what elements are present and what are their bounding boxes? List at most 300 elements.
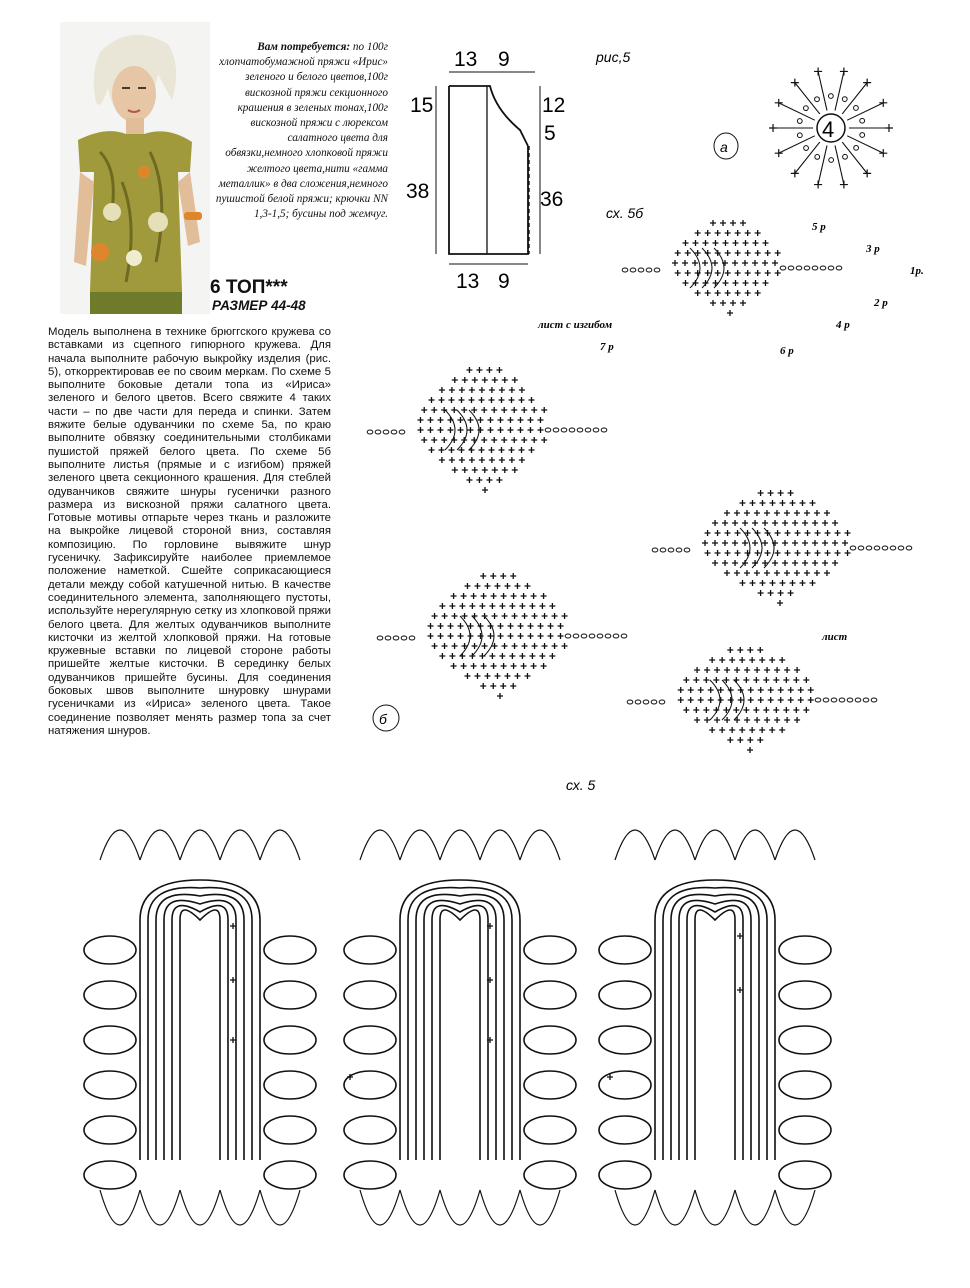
stitch-plus [479, 457, 485, 463]
stitch-plus [724, 510, 730, 516]
dim-left-lower: 38 [406, 180, 430, 203]
lace-scallop [440, 1190, 480, 1225]
stitch-chain [613, 634, 619, 638]
stitch-chain [646, 268, 652, 272]
stitch-plus [720, 300, 726, 306]
stitch-plus [777, 600, 783, 606]
stitch-plus [549, 603, 555, 609]
stitch-plus [469, 387, 475, 393]
stitch-plus [794, 570, 800, 576]
lace-arch [84, 830, 316, 1225]
flower-center-number: 4 [822, 117, 835, 142]
lace-braid [400, 880, 520, 1160]
stitch-plus [790, 580, 796, 586]
stitch-plus [504, 583, 510, 589]
stitch-plus [502, 377, 508, 383]
stitch-chain [863, 698, 869, 702]
stitch-plus [814, 570, 820, 576]
stitch-plus [479, 603, 485, 609]
lace-loop [84, 936, 136, 964]
stitch-plus [438, 623, 444, 629]
stitch-plus [782, 540, 788, 546]
stitch-plus [675, 270, 681, 276]
stitch-plus [762, 260, 768, 266]
stitch-plus [775, 250, 781, 256]
stitch-plus [769, 727, 775, 733]
stitch-plus [509, 457, 515, 463]
stitch-plus [685, 250, 691, 256]
stitch-plus [724, 717, 730, 723]
lace-scallop [260, 1190, 300, 1225]
stitch-plus [705, 230, 711, 236]
stitch-plus [474, 583, 480, 589]
stitch-plus [452, 643, 458, 649]
stitch-plus [509, 387, 515, 393]
stitch-plus [739, 727, 745, 733]
stitch-chain [622, 268, 628, 272]
stitch-plus [734, 570, 740, 576]
stitch-plus [466, 477, 472, 483]
stitch-plus [708, 697, 714, 703]
lace-loop [524, 1161, 576, 1189]
stitch-plus [481, 663, 487, 669]
row-label-2: 2 р [874, 297, 888, 309]
lace-scallop [520, 1190, 560, 1225]
lace-loop [599, 1026, 651, 1054]
stitch-plus [497, 427, 503, 433]
stitch-plus [532, 643, 538, 649]
stitch-plus [754, 717, 760, 723]
lace-scallop [655, 1190, 695, 1225]
lace-scallop [100, 1190, 140, 1225]
lace-braid [695, 910, 735, 1160]
stitch-plus [502, 613, 508, 619]
stitch-plus [451, 407, 457, 413]
stitch-plus [755, 550, 761, 556]
stitch-plus [752, 540, 758, 546]
stitch-plus [768, 490, 774, 496]
lace-scallop [735, 1190, 775, 1225]
flower-ray-tip [840, 181, 848, 189]
stitch-plus [808, 687, 814, 693]
stitch-plus [729, 657, 735, 663]
lace-loop [264, 1071, 316, 1099]
lace-braid [440, 910, 480, 1160]
stitch-plus [832, 560, 838, 566]
stitch-plus [478, 633, 484, 639]
stitch-plus [740, 220, 746, 226]
stitch-plus [710, 300, 716, 306]
stitch-plus [489, 653, 495, 659]
stitch-plus [825, 550, 831, 556]
stitch-plus [722, 520, 728, 526]
leaf-arc [690, 248, 700, 288]
lace-scallop [220, 830, 260, 860]
stitch-plus [448, 633, 454, 639]
lace-scallop [180, 830, 220, 860]
stitch-plus [472, 643, 478, 649]
stitch-chain [391, 430, 397, 434]
stitch-chain [804, 266, 810, 270]
stitch-plus [459, 397, 465, 403]
stitch-plus [688, 687, 694, 693]
stitch-plus [477, 417, 483, 423]
stitch-plus [770, 500, 776, 506]
stitch-plus [709, 727, 715, 733]
stitch-plus [734, 667, 740, 673]
stitch-plus [519, 603, 525, 609]
stitch-chain [823, 698, 829, 702]
stitch-plus [428, 633, 434, 639]
stitch-plus [749, 657, 755, 663]
flower-chain [860, 118, 865, 123]
stitch-plus [427, 417, 433, 423]
stitch-plus [442, 643, 448, 649]
stitch-plus [765, 270, 771, 276]
stitch-plus [803, 677, 809, 683]
stitch-plus [509, 397, 515, 403]
stitch-plus [683, 280, 689, 286]
lace-scheme-5 [84, 830, 831, 1225]
stitch-plus [482, 487, 488, 493]
stitch-plus [449, 653, 455, 659]
stitch-plus [449, 447, 455, 453]
stitch-plus [800, 500, 806, 506]
stitch-plus [464, 583, 470, 589]
stitch-chain [545, 428, 551, 432]
stitch-plus [729, 727, 735, 733]
stitch-plus [763, 707, 769, 713]
stitch-plus [521, 593, 527, 599]
stitch-plus [774, 667, 780, 673]
stitch-plus [481, 437, 487, 443]
stitch-plus [501, 663, 507, 669]
leaf-label: лист [822, 631, 848, 643]
stitch-plus [810, 500, 816, 506]
lace-scallop [615, 1190, 655, 1225]
stitch-plus [719, 727, 725, 733]
stitch-plus [737, 933, 743, 939]
stitch-plus [832, 540, 838, 546]
stitch-plus [496, 367, 502, 373]
stitch-plus [720, 220, 726, 226]
leaf-chart [377, 573, 627, 699]
stitch-plus [733, 280, 739, 286]
stitch-plus [754, 667, 760, 673]
stitch-plus [471, 593, 477, 599]
stitch-plus [744, 570, 750, 576]
stitch-plus [778, 697, 784, 703]
stitch-plus [788, 687, 794, 693]
stitch-plus [437, 427, 443, 433]
stitch-plus [529, 397, 535, 403]
stitch-chain [377, 636, 383, 640]
stitch-plus [704, 667, 710, 673]
stitch-plus [744, 667, 750, 673]
stitch-chain [581, 634, 587, 638]
lace-loop [264, 936, 316, 964]
stitch-plus [683, 707, 689, 713]
lace-loop [344, 936, 396, 964]
lace-loop [84, 1026, 136, 1054]
stitch-plus [528, 633, 534, 639]
stitch-plus [431, 407, 437, 413]
stitch-plus [489, 397, 495, 403]
stitch-plus [429, 397, 435, 403]
stitch-plus [529, 447, 535, 453]
flower-chain [860, 133, 865, 138]
leaf-arc [752, 528, 762, 568]
stitch-chain [836, 266, 842, 270]
stitch-plus [457, 417, 463, 423]
stitch-chain [643, 700, 649, 704]
lace-braid [424, 900, 496, 1160]
stitch-plus [439, 603, 445, 609]
lace-scallop [180, 1190, 220, 1225]
lace-loop [264, 981, 316, 1009]
stitch-plus [822, 560, 828, 566]
row-label-1: 1р. [910, 265, 924, 277]
stitch-plus [521, 663, 527, 669]
flower-ray-tip [775, 99, 783, 107]
stitch-chain [573, 634, 579, 638]
stitch-plus [812, 560, 818, 566]
lace-loop [344, 1116, 396, 1144]
stitch-plus [719, 657, 725, 663]
stitch-plus [437, 417, 443, 423]
stitch-plus [541, 437, 547, 443]
stitch-plus [764, 667, 770, 673]
stitch-chain [812, 266, 818, 270]
leaf-chart [367, 367, 607, 493]
stitch-plus [757, 647, 763, 653]
stitch-plus [760, 580, 766, 586]
stitch-plus [562, 643, 568, 649]
lace-scallop [480, 1190, 520, 1225]
stitch-plus [748, 687, 754, 693]
stitch-plus [558, 633, 564, 639]
stitch-plus [702, 260, 708, 266]
stitch-plus [713, 677, 719, 683]
stitch-plus [479, 447, 485, 453]
stitch-plus [512, 613, 518, 619]
stitch-plus [774, 570, 780, 576]
lace-loop [599, 936, 651, 964]
stitch-chain [652, 548, 658, 552]
lace-scallop [140, 1190, 180, 1225]
stitch-plus [499, 653, 505, 659]
stitch-plus [452, 377, 458, 383]
stitch-plus [695, 290, 701, 296]
stitch-chain [668, 548, 674, 552]
stitch-plus [482, 377, 488, 383]
stitch-plus [802, 520, 808, 526]
dim-bottom-right: 9 [498, 270, 510, 293]
stitch-plus [541, 663, 547, 669]
lace-loop [524, 981, 576, 1009]
stitch-chain [651, 700, 657, 704]
stitch-plus [447, 427, 453, 433]
stitch-plus [824, 570, 830, 576]
stitch-plus [511, 663, 517, 669]
stitch-plus [730, 300, 736, 306]
stitch-chain [871, 698, 877, 702]
stitch-plus [744, 717, 750, 723]
stitch-plus [479, 387, 485, 393]
stitch-plus [439, 653, 445, 659]
lace-loop [779, 936, 831, 964]
leaf-charts [367, 220, 912, 753]
stitch-plus [722, 560, 728, 566]
stitch-plus [442, 613, 448, 619]
stitch-plus [768, 687, 774, 693]
stitch-chain [847, 698, 853, 702]
stitch-plus [715, 290, 721, 296]
stitch-plus [521, 407, 527, 413]
lace-scallop [220, 1190, 260, 1225]
stitch-plus [812, 540, 818, 546]
stitch-plus [705, 530, 711, 536]
stitch-chain [676, 548, 682, 552]
stitch-plus [794, 510, 800, 516]
stitch-plus [682, 260, 688, 266]
stitch-plus [451, 593, 457, 599]
stitch-chain [866, 546, 872, 550]
stitch-plus [489, 387, 495, 393]
stitch-plus [750, 580, 756, 586]
stitch-plus [815, 550, 821, 556]
stitch-plus [733, 707, 739, 713]
stitch-plus [842, 540, 848, 546]
stitch-plus [461, 663, 467, 669]
materials-body: по 100г хлопчатобумажной пряжи «Ирис» зеленого и белого цветов,100г вискозной пряжи секционного крашения в зеленых тонах,100г вискозной пряжи с люрексом салатного цвета для обвязки,немного хлопковой пряжи желтого цвета,нити «гамма металлик» в два сложения,немного пушистой белой пряжи; крючки NN 1,3-1,5; бусины под жемчуг. [215, 41, 388, 221]
stitch-chain [882, 546, 888, 550]
stitch-chain [890, 546, 896, 550]
stitch-plus [725, 270, 731, 276]
stitch-plus [692, 260, 698, 266]
lace-scallop [100, 830, 140, 860]
stitch-plus [737, 737, 743, 743]
stitch-plus [693, 707, 699, 713]
leaf-arc [740, 528, 750, 568]
lace-scallop [735, 830, 775, 860]
stitch-plus [835, 550, 841, 556]
stitch-plus [727, 310, 733, 316]
scheme-5b-label: сх. 5б [606, 205, 644, 221]
stitch-plus [780, 500, 786, 506]
stitch-chain [399, 430, 405, 434]
stitch-chain [385, 636, 391, 640]
stitch-plus [715, 230, 721, 236]
stitch-plus [441, 437, 447, 443]
stitch-plus [822, 520, 828, 526]
stitch-plus [448, 623, 454, 629]
stitch-plus [449, 457, 455, 463]
stitch-plus [497, 693, 503, 699]
stitch-plus [803, 707, 809, 713]
dim-bottom-left: 13 [456, 270, 480, 293]
stitch-plus [518, 633, 524, 639]
stitch-plus [527, 427, 533, 433]
stitch-plus [798, 697, 804, 703]
stitch-plus [732, 560, 738, 566]
stitch-plus [510, 683, 516, 689]
dim-left-upper: 15 [410, 94, 434, 117]
stitch-chain [898, 546, 904, 550]
stitch-plus [770, 580, 776, 586]
stitch-plus [694, 667, 700, 673]
stitch-plus [491, 407, 497, 413]
stitch-plus [541, 593, 547, 599]
stitch-plus [784, 570, 790, 576]
stitch-plus [712, 260, 718, 266]
lace-loop [524, 1116, 576, 1144]
stitch-chain [585, 428, 591, 432]
stitch-plus [458, 623, 464, 629]
stitch-plus [778, 590, 784, 596]
stitch-plus [754, 510, 760, 516]
flower-ray-tip [879, 149, 887, 157]
stitch-plus [773, 707, 779, 713]
stitch-plus [452, 467, 458, 473]
stitch-chain [630, 268, 636, 272]
stitch-chain [367, 430, 373, 434]
stitch-plus [733, 240, 739, 246]
stitch-plus [812, 520, 818, 526]
stitch-plus [745, 270, 751, 276]
stitch-plus [457, 427, 463, 433]
lace-loop [599, 1071, 651, 1099]
stitch-plus [758, 590, 764, 596]
stitch-plus [708, 687, 714, 693]
stitch-plus [743, 240, 749, 246]
stitch-plus [758, 697, 764, 703]
stitch-plus [824, 510, 830, 516]
stitch-plus [500, 573, 506, 579]
stitch-chain [831, 698, 837, 702]
product-title: 6 ТОП*** [210, 277, 288, 298]
stitch-plus [714, 717, 720, 723]
stitch-chain [839, 698, 845, 702]
stitch-plus [750, 500, 756, 506]
stitch-chain [788, 266, 794, 270]
stitch-plus [476, 477, 482, 483]
dim-right-mid: 5 [544, 122, 556, 145]
stitch-plus [529, 653, 535, 659]
stitch-plus [531, 407, 537, 413]
stitch-plus [749, 727, 755, 733]
stitch-plus [487, 427, 493, 433]
stitch-plus [779, 657, 785, 663]
flower-ray [779, 103, 815, 120]
stitch-plus [802, 540, 808, 546]
stitch-chain [796, 266, 802, 270]
flower-chain [829, 158, 834, 163]
stitch-plus [509, 653, 515, 659]
row-label-4: 4 р [836, 319, 850, 331]
stitch-plus [469, 603, 475, 609]
stitch-plus [712, 540, 718, 546]
stitch-plus [698, 697, 704, 703]
stitch-plus [728, 697, 734, 703]
stitch-plus [511, 407, 517, 413]
stitch-plus [815, 530, 821, 536]
stitch-plus [479, 397, 485, 403]
stitch-plus [538, 623, 544, 629]
stitch-plus [713, 280, 719, 286]
stitch-plus [805, 550, 811, 556]
stitch-plus [742, 540, 748, 546]
